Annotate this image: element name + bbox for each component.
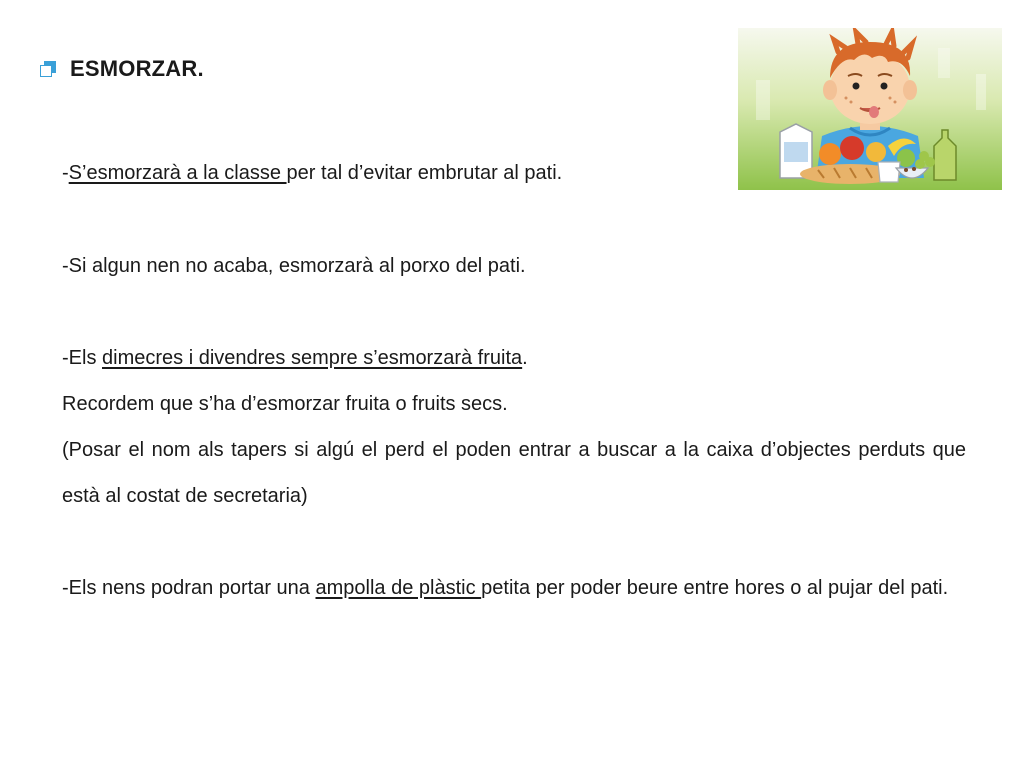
p3-rest: . [522,347,528,369]
p2-text: -Si algun nen no acaba, esmorzarà al porxo del pati. [62,255,526,277]
slide-heading [40,56,204,82]
p6-underlined: ampolla de plàstic [315,577,482,599]
p5-text: (Posar el nom als tapers si algú el perd el poden entrar a buscar a la caixa d’objectes perduts que està al costat de secretaria) [62,439,966,507]
p4-text: Recordem que s’ha d’esmorzar fruita o fruits secs. [62,393,508,415]
paragraph-classroom [62,150,966,196]
p1-rest: per tal d’evitar embrutar al pati. [286,162,563,184]
p1-prefix: - [62,162,69,184]
p6-prefix: -Els nens podran portar una [62,577,316,599]
p6-rest: petita per poder beure entre hores o al pujar del pati. [481,577,949,599]
paragraph-bottle [62,565,966,611]
heading-title: ESMORZAR. [70,56,204,81]
p1-underlined: S’esmorzarà a la classe [68,162,287,184]
paragraph-fruit [62,335,966,519]
p3-prefix: -Els [62,347,102,369]
paragraph-porch [62,243,966,289]
checkbox-bullet-icon [40,61,56,77]
p3-underlined: dimecres i divendres sempre s’esmorzarà fruita [102,347,523,369]
